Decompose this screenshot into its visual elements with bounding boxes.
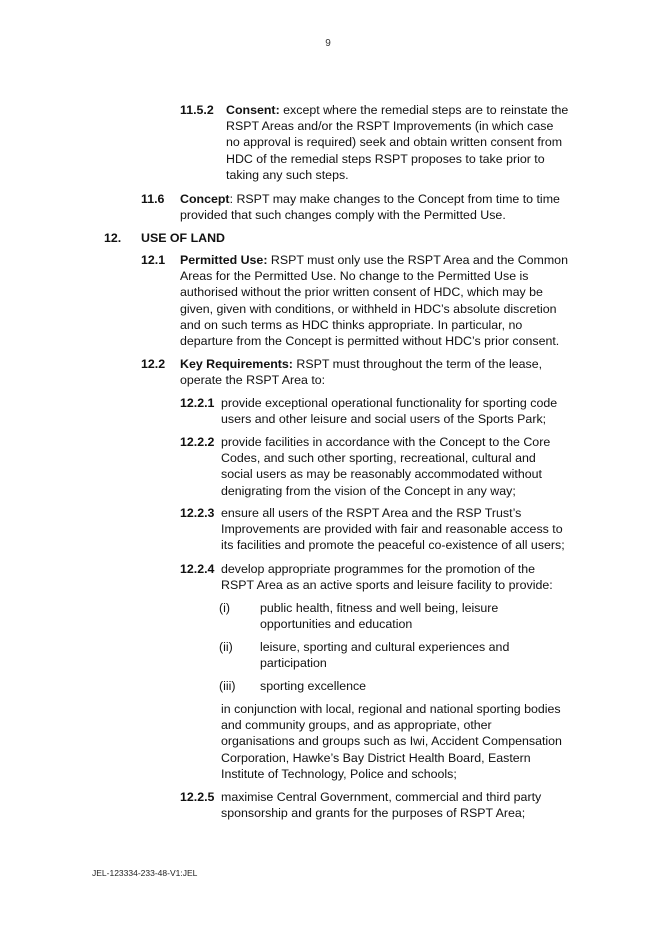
clause-text: RSPT must only use the RSPT Area and the Common Areas for the Permitted Use. No change to the Permitted Use is authorised without the prior written consent of HDC, which may be given, given with conditions, or withheld in HDC’s absolute discretion and on such terms as HDC thinks appropriate. In particular, no departure from the Concept is permitted without HDC’s prior consent.	[180, 253, 568, 349]
clause-12-2-1	[180, 395, 570, 427]
clause-number: 12.1	[141, 253, 166, 267]
clause-number: 11.5.2	[180, 103, 214, 117]
clause-12-2-5	[180, 789, 570, 821]
clause-12-1	[141, 252, 571, 349]
clause-12-2-4	[180, 561, 570, 593]
clause-number: 11.6	[141, 192, 165, 206]
clause-heading: Concept	[180, 192, 230, 206]
clause-12-2	[141, 356, 571, 388]
clause-text: provide exceptional operational functionality for sporting code users and other leisure and social users of the Sports Park;	[221, 396, 558, 427]
clause-heading: Permitted Use:	[180, 253, 268, 267]
list-item-text: leisure, sporting and cultural experiences and participation	[260, 640, 510, 671]
list-item	[219, 600, 519, 632]
clause-number: 12.2	[141, 357, 166, 371]
clause-number: 12.2.1	[180, 396, 215, 410]
list-item-text: sporting excellence	[260, 679, 367, 693]
clause-text: : RSPT may make changes to the Concept from time to time provided that such changes comply with the Permitted Use.	[180, 192, 560, 223]
list-item	[219, 639, 519, 671]
clause-continuation: in conjunction with local, regional and national sporting bodies and community groups, and as appropriate, other organisations and groups such as Iwi, Accident Compensation Corporation, Hawke’s Bay District Health Board, Eastern Institute of Technology, Police and schools;	[221, 702, 562, 781]
list-item-label: (i)	[219, 601, 231, 615]
clause-text: provide facilities in accordance with the Concept to the Core Codes, and such other sporting, recreational, cultural and social users as may be reasonably accommodated without denigrating from the vision of the Concept in any way;	[221, 435, 551, 498]
clause-number: 12.2.2	[180, 435, 215, 449]
list-item-label: (iii)	[219, 679, 236, 693]
clause-number: 12.2.5	[180, 790, 215, 804]
clause-text: develop appropriate programmes for the promotion of the RSPT Area as an active sports and leisure facility to provide:	[221, 562, 553, 593]
clause-11-5-2	[180, 102, 570, 183]
clause-text: ensure all users of the RSPT Area and the RSP Trust’s Improvements are provided with fair and reasonable access to its facilities and promote the peaceful co-existence of all users;	[221, 506, 565, 553]
clause-text: RSPT must throughout the term of the lease, operate the RSPT Area to:	[180, 357, 543, 388]
clause-number: 12.2.3	[180, 506, 215, 520]
clause-heading: Consent:	[226, 103, 280, 117]
clause-text: except where the remedial steps are to reinstate the RSPT Areas and/or the RSPT Improvements (in which case no approval is required) seek and obtain written consent from HDC of the remedial steps RSPT proposes to take prior to taking any such steps.	[226, 103, 569, 182]
section-number: 12.	[104, 231, 122, 245]
clause-11-6	[141, 191, 571, 223]
clause-12-2-2	[180, 434, 570, 499]
section-title: USE OF LAND	[141, 231, 225, 245]
list-item	[219, 678, 519, 694]
page-number: 9	[325, 38, 331, 49]
list-item-text: public health, fitness and well being, leisure opportunities and education	[260, 601, 499, 632]
clause-heading: Key Requirements:	[180, 357, 293, 371]
clause-number: 12.2.4	[180, 562, 215, 576]
clause-12-2-3	[180, 505, 570, 554]
list-item-label: (ii)	[219, 640, 233, 654]
document-reference: JEL-123334-233-48-V1:JEL	[92, 868, 198, 878]
clause-text: maximise Central Government, commercial and third party sponsorship and grants for the purposes of RSPT Area;	[221, 790, 542, 821]
section-12-heading	[104, 230, 404, 246]
